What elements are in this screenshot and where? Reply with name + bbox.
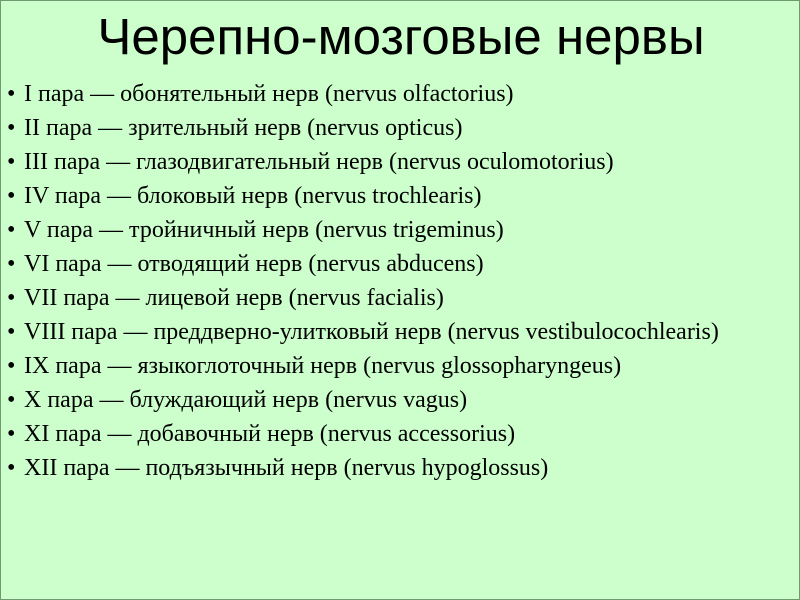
bullet-icon: • bbox=[7, 251, 16, 277]
list-item-text: VII пара — лицевой нерв (nervus facialis) bbox=[24, 285, 444, 311]
list-item bbox=[7, 111, 791, 145]
bullet-icon: • bbox=[7, 455, 16, 481]
list-item-text: IV пара — блоковый нерв (nervus trochlearis) bbox=[24, 183, 482, 209]
list-item bbox=[7, 383, 791, 417]
list-item bbox=[7, 417, 791, 451]
list-item bbox=[7, 145, 791, 179]
list-item-text: VI пара — отводящий нерв (nervus abducens) bbox=[24, 251, 484, 277]
list-item-text: IX пара — языкоглоточный нерв (nervus glossopharyngeus) bbox=[24, 353, 622, 379]
bullet-icon: • bbox=[7, 353, 16, 379]
list-item-text: VIII пара — преддверно-улитковый нерв (nervus vestibulocochlearis) bbox=[24, 319, 719, 345]
bullet-icon: • bbox=[7, 217, 16, 243]
list-item bbox=[7, 247, 791, 281]
bullet-icon: • bbox=[7, 149, 16, 175]
list-item-text: XII пара — подъязычный нерв (nervus hypoglossus) bbox=[24, 455, 549, 481]
list-item bbox=[7, 315, 791, 349]
list-item-text: III пара — глазодвигательный нерв (nervus oculomotorius) bbox=[24, 149, 614, 175]
list-item-text: XI пара — добавочный нерв (nervus accessorius) bbox=[24, 421, 516, 447]
bullet-icon: • bbox=[7, 183, 16, 209]
list-item-text: X пара — блуждающий нерв (nervus vagus) bbox=[24, 387, 468, 413]
cranial-nerves-list bbox=[7, 77, 791, 485]
list-item-text: II пара — зрительный нерв (nervus opticus) bbox=[24, 115, 463, 141]
bullet-icon: • bbox=[7, 81, 16, 107]
list-item bbox=[7, 451, 791, 485]
slide-title: Черепно-мозговые нервы bbox=[97, 8, 705, 65]
list-item bbox=[7, 179, 791, 213]
list-item bbox=[7, 77, 791, 111]
bullet-icon: • bbox=[7, 421, 16, 447]
list-item-text: I пара — обонятельный нерв (nervus olfactorius) bbox=[24, 81, 514, 107]
list-item bbox=[7, 349, 791, 383]
bullet-icon: • bbox=[7, 285, 16, 311]
bullet-icon: • bbox=[7, 115, 16, 141]
bullet-icon: • bbox=[7, 319, 16, 345]
bullet-icon: • bbox=[7, 387, 16, 413]
list-item-text: V пара — тройничный нерв (nervus trigeminus) bbox=[24, 217, 504, 243]
list-item bbox=[7, 213, 791, 247]
list-item bbox=[7, 281, 791, 315]
